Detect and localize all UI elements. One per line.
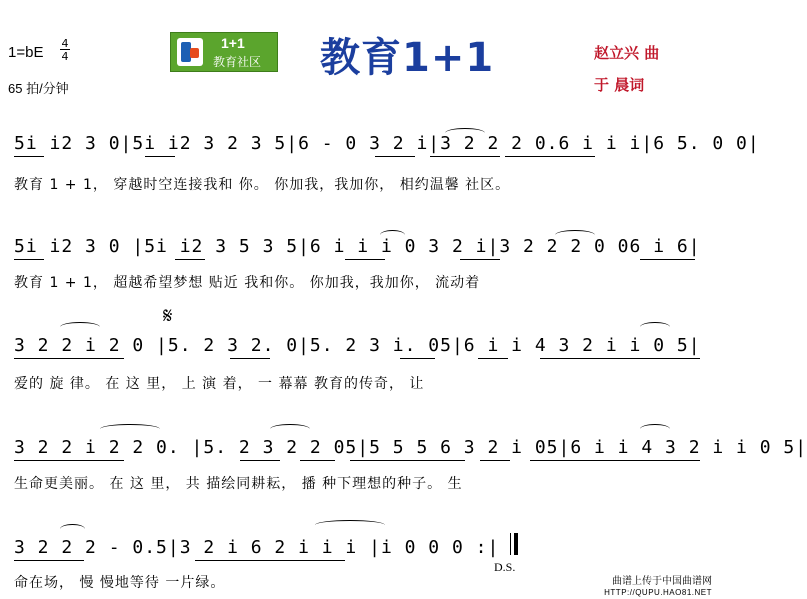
beam — [175, 259, 205, 260]
slur — [315, 520, 385, 530]
beam — [14, 156, 44, 157]
notation-line-1: 5i i2 3 0|5i i2 3 2 3 5|6 - 0 3 2 i|3 2 2 2 0.6 i i i|6 5. 0 0| — [14, 133, 760, 154]
beam — [375, 156, 415, 157]
beam — [480, 460, 510, 461]
slur — [640, 322, 670, 332]
final-barline-thin — [510, 533, 511, 555]
logo — [170, 32, 278, 72]
slur — [445, 128, 485, 138]
beam — [14, 460, 124, 461]
time-signature — [60, 38, 70, 62]
logo-text-top: 1+1 — [221, 35, 245, 51]
notation-line-3: 3 2 2 i 2 0 |5. 2 3 2. 0|5. 2 3 i. 05|6 i i 4 3 2 i i 0 5| — [14, 335, 701, 356]
beam — [540, 358, 700, 359]
watermark-url: HTTP://QUPU.HAO81.NET — [604, 588, 712, 597]
beam — [430, 156, 500, 157]
slur — [60, 322, 100, 332]
lyric-line-2: 教育 1 + 1， 超越希望梦想 贴近 我和你。 你加我，我加你， 流动着 — [14, 275, 481, 291]
notation-line-4: 3 2 2 i 2 2 0. |5. 2 3 2 2 05|5 5 5 6 3 2 i 05|6 i i 4 3 2 i i 0 5| — [14, 437, 807, 458]
lyric-line-1: 教育 1 + 1， 穿越时空连接我和 你。 你加我，我加你， 相约温馨 社区。 — [14, 177, 511, 193]
composer-credit: 赵立兴 曲 — [594, 44, 660, 62]
meter-bottom: 4 — [61, 50, 69, 63]
lyric-line-4: 生命更美丽。 在 这 里， 共 描绘同耕耘， 播 种下理想的种子。 生 — [14, 476, 463, 492]
slur — [100, 424, 160, 434]
beam — [350, 460, 465, 461]
beam — [300, 460, 335, 461]
dal-segno-marking: D.S. — [494, 560, 516, 574]
slur — [270, 424, 310, 434]
notation-line-2: 5i i2 3 0 |5i i2 3 5 3 5|6 i i i 0 3 2 i|3 2 2 2 0 06 i 6| — [14, 236, 701, 257]
tempo-marking: 65 拍/分钟 — [8, 81, 69, 96]
beam — [240, 460, 280, 461]
beam — [478, 358, 508, 359]
lyric-line-5: 命在场， 慢 慢地等待 一片绿。 — [14, 575, 226, 591]
beam — [345, 259, 385, 260]
beam — [505, 156, 595, 157]
beam — [530, 460, 700, 461]
page-title: 教育1+1 — [320, 35, 495, 81]
slur — [640, 424, 670, 434]
beam — [145, 156, 175, 157]
notation-line-5: 3 2 2 2 - 0.5|3 2 i 6 2 i i i |i 0 0 0 :| — [14, 537, 500, 558]
slur — [380, 230, 405, 240]
meter-top: 4 — [61, 37, 69, 50]
logo-text-bottom: 教育社区 — [213, 55, 262, 69]
lyric-line-3: 爱的 旋 律。 在 这 里， 上 演 着， 一 幕幕 教育的传奇， 让 — [14, 376, 425, 392]
final-barline-thick — [514, 533, 518, 555]
logo-mark-icon — [177, 38, 203, 66]
beam — [640, 259, 695, 260]
watermark-text: 曲谱上传于中国曲谱网 — [612, 576, 712, 587]
beam — [230, 358, 270, 359]
beam — [14, 358, 124, 359]
beam — [460, 259, 500, 260]
lyricist-credit: 于 晨词 — [594, 76, 645, 94]
slur — [60, 524, 85, 534]
beam — [195, 560, 345, 561]
key-signature: 1=bE — [8, 44, 44, 61]
source-watermark — [560, 576, 712, 598]
slur — [555, 230, 595, 240]
beam — [14, 560, 84, 561]
beam — [14, 259, 44, 260]
beam — [400, 358, 435, 359]
segno-icon: 𝄋 — [163, 304, 173, 329]
